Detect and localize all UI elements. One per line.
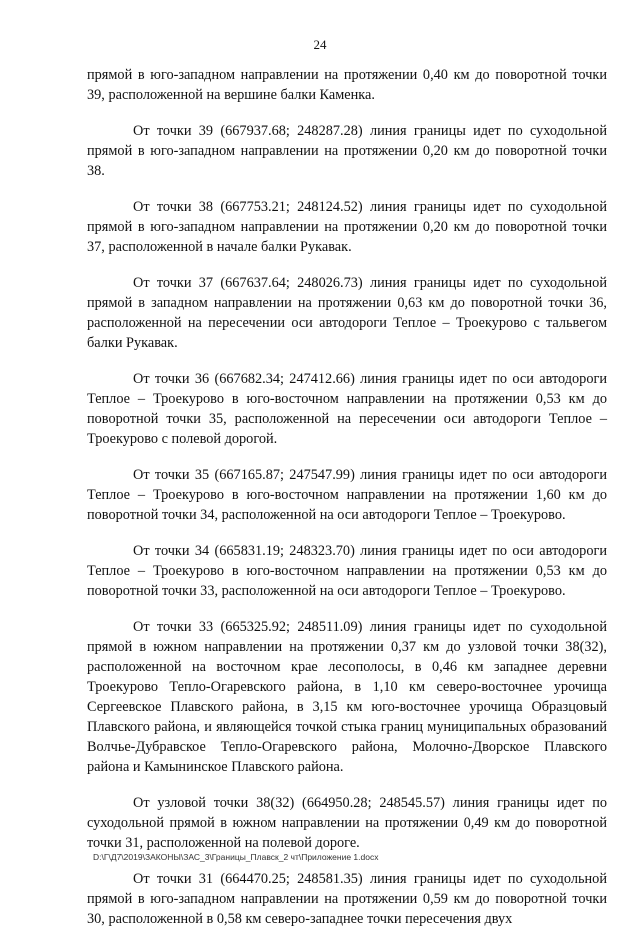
paragraph: От точки 38 (667753.21; 248124.52) линия границы идет по суходольной прямой в юго-западном направлении на протяжении 0,20 км до поворотной точки 37, расположенной в начале балки Рукавак. bbox=[87, 199, 607, 255]
paragraph: От точки 36 (667682.34; 247412.66) линия границы идет по оси автодороги Теплое – Троекурово в юго-восточном направлении на протяжении 0,53 км до поворотной точки 35, расположенной на пересечении оси автодороги Теплое – Троекурово с полевой дорогой. bbox=[87, 371, 607, 447]
paragraph: От точки 34 (665831.19; 248323.70) линия границы идет по оси автодороги Теплое – Троекурово в юго-восточном направлении на протяжении 0,53 км до поворотной точки 33, расположенной на оси автодороги Теплое – Троекурово. bbox=[87, 543, 607, 599]
paragraph: прямой в юго-западном направлении на протяжении 0,40 км до поворотной точки 39, расположенной на вершине балки Каменка. bbox=[87, 67, 607, 103]
page-number: 24 bbox=[313, 37, 327, 52]
paragraph: От узловой точки 38(32) (664950.28; 248545.57) линия границы идет по суходольной прямой в южном направлении на протяжении 0,49 км до поворотной точки 31, расположенной на полевой дороге. bbox=[87, 795, 607, 851]
paragraph: От точки 31 (664470.25; 248581.35) линия границы идет по суходольной прямой в юго-западном направлении на протяжении 0,59 км до поворотной точки 30, расположенной в 0,58 км северо-западнее точки пересечения двух bbox=[87, 871, 607, 927]
paragraph: От точки 37 (667637.64; 248026.73) линия границы идет по суходольной прямой в западном направлении на протяжении 0,63 км до поворотной точки 36, расположенной на пересечении оси автодороги Теплое – Троекурово с тальвегом балки Рукавак. bbox=[87, 275, 607, 351]
paragraph: От точки 39 (667937.68; 248287.28) линия границы идет по суходольной прямой в юго-западном направлении на протяжении 0,20 км до поворотной точки 38. bbox=[87, 123, 607, 179]
paragraph: От точки 35 (667165.87; 247547.99) линия границы идет по оси автодороги Теплое – Троекурово в юго-восточном направлении на протяжении 1,60 км до поворотной точки 34, расположенной на оси автодороги Теплое – Троекурово. bbox=[87, 467, 607, 523]
document-body bbox=[87, 65, 607, 945]
footer-file-path: D:\Г\Д7\2019\ЗАКОНЫ\ЗАС_3\Границы_Плавск_2 чт\Приложение 1.docx bbox=[93, 852, 379, 862]
paragraph: От точки 33 (665325.92; 248511.09) линия границы идет по суходольной прямой в южном направлении на протяжении 0,37 км до узловой точки 38(32), расположенной на восточном крае лесополосы, в 0,46 км западнее деревни Троекурово Тепло-Огаревского района, в 1,10 км северо-восточнее урочища Сергеевское Плавского района, в 3,15 км юго-восточнее урочища Образцовый Плавского района, и являющейся точкой стыка границ муниципальных образований Волчье-Дубравское Тепло-Огаревского района, Молочно-Дворское Плавского района и Камынинское Плавского района. bbox=[87, 619, 607, 775]
